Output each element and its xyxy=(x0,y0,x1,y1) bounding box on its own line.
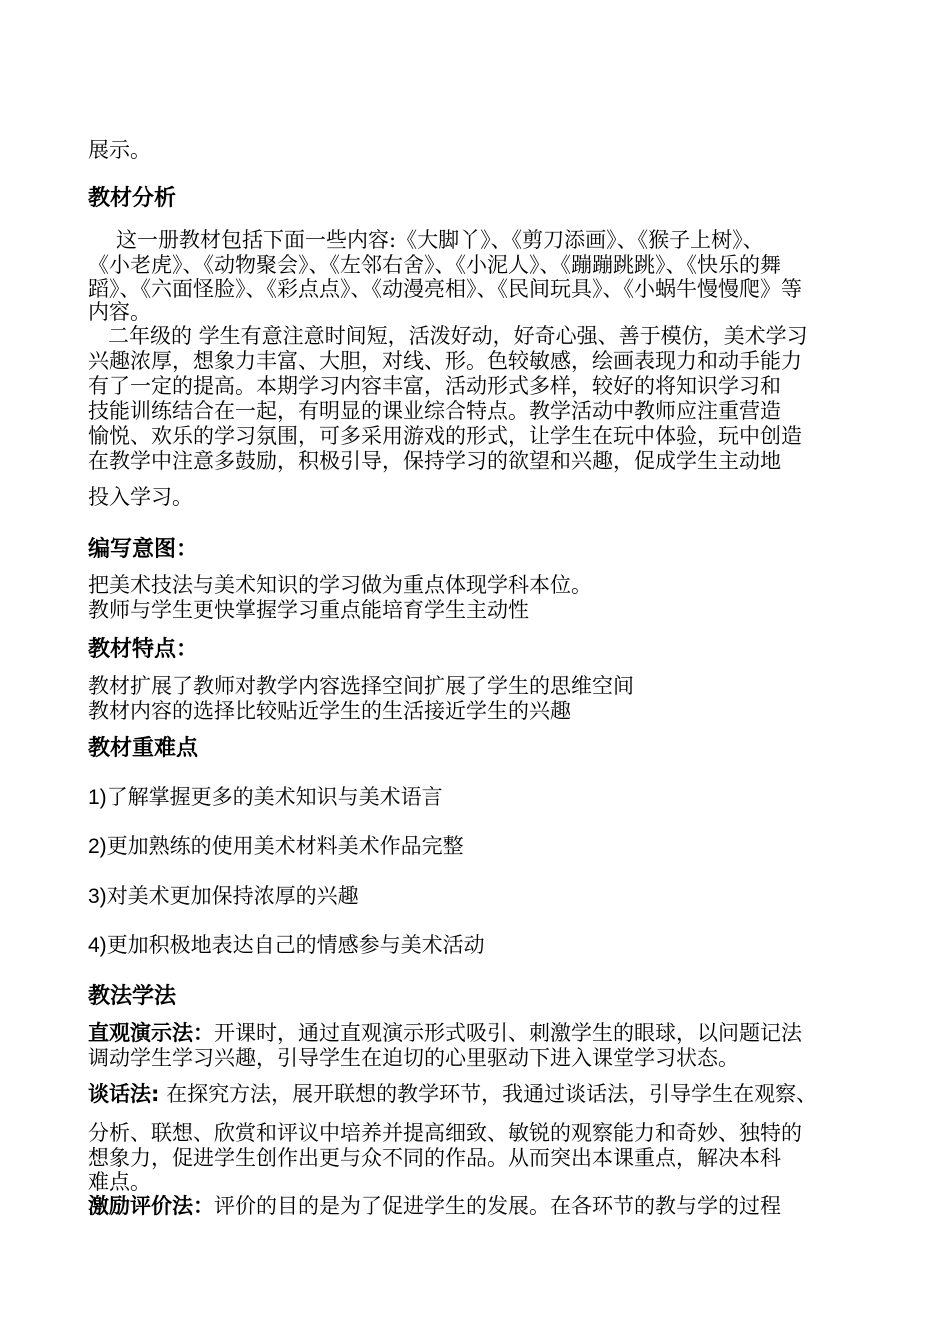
section-title-material-features: 教材特点： xyxy=(88,637,199,662)
method-text: 评价的目的是为了促进学生的发展。在各环节的教与学的过程 xyxy=(214,1194,781,1218)
paragraph-line: 内容。 xyxy=(88,300,151,324)
list-item xyxy=(88,834,464,859)
list-item-number: 2) xyxy=(88,835,107,858)
paragraph-line: 教师与学生更快掌握学习重点能培育学生主动性 xyxy=(88,598,529,622)
method-line xyxy=(88,1021,802,1045)
intro-tail: 展示。 xyxy=(88,138,151,162)
list-item-number: 1) xyxy=(88,786,107,809)
list-item xyxy=(88,933,485,958)
paragraph-line: 愉悦、欢乐的学习氛围，可多采用游戏的形式，让学生在玩中体验，玩中创造 xyxy=(88,424,802,448)
paragraph-line: 这一册教材包括下面一些内容:《大脚丫》、《剪刀添画》、《猴子上树》、 xyxy=(116,228,764,252)
paragraph-line: 难点。 xyxy=(88,1170,151,1194)
paragraph-line: 分析、联想、欣赏和评议中培养并提高细致、敏锐的观察能力和奇妙、独特的 xyxy=(88,1121,802,1145)
method-label: 谈话法: xyxy=(88,1082,160,1106)
paragraph-line: 把美术技法与美术知识的学习做为重点体现学科本位。 xyxy=(88,573,592,597)
section-title-key-points: 教材重难点 xyxy=(88,736,199,761)
section-title-writing-intent: 编写意图： xyxy=(88,537,199,562)
paragraph-line: 在教学中注意多鼓励，积极引导，保持学习的欲望和兴趣，促成学生主动地 xyxy=(88,449,781,473)
paragraph-line: 有了一定的提高。本期学习内容丰富，活动形式多样，较好的将知识学习和 xyxy=(88,374,781,398)
method-label: 激励评价法： xyxy=(88,1194,214,1218)
method-text: 开课时，通过直观演示形式吸引、刺激学生的眼球，以问题记法 xyxy=(214,1021,802,1045)
list-item xyxy=(88,884,359,909)
list-item-text: 对美术更加保持浓厚的兴趣 xyxy=(106,884,359,908)
paragraph-line: 蹈》、《六面怪脸》、《彩点点》、《动漫亮相》、《民间玩具》、《小蜗牛慢慢爬》等 xyxy=(88,277,802,301)
list-item-text: 更加积极地表达自己的情感参与美术活动 xyxy=(106,933,485,957)
section-title-teaching-methods: 教法学法 xyxy=(88,984,177,1009)
section-title-material-analysis: 教材分析 xyxy=(88,186,177,211)
method-label: 直观演示法： xyxy=(88,1021,214,1045)
list-item-text: 更加熟练的使用美术材料美术作品完整 xyxy=(106,834,464,858)
paragraph-line: 投入学习。 xyxy=(88,485,193,509)
list-item xyxy=(88,785,443,810)
paragraph-line: 《小老虎》、《动物聚会》、《左邻右舍》、《小泥人》、《蹦蹦跳跳》、《快乐的舞 xyxy=(88,253,781,277)
paragraph-line: 调动学生学习兴趣，引导学生在迫切的心里驱动下进入课堂学习状态。 xyxy=(88,1046,739,1070)
paragraph-line: 教材内容的选择比较贴近学生的生活接近学生的兴趣 xyxy=(88,699,571,723)
paragraph-line: 兴趣浓厚，想象力丰富、大胆，对线、形。色较敏感，绘画表现力和动手能力 xyxy=(88,349,802,373)
list-item-number: 4) xyxy=(88,934,107,957)
list-item-text: 了解掌握更多的美术知识与美术语言 xyxy=(106,785,443,809)
paragraph-line: 教材扩展了教师对教学内容选择空间扩展了学生的思维空间 xyxy=(88,674,634,698)
method-text: 在探究方法，展开联想的教学环节，我通过谈话法，引导学生在观察、 xyxy=(159,1082,818,1106)
method-line xyxy=(88,1194,781,1218)
paragraph-line: 二年级的 学生有意注意时间短，活泼好动，好奇心强、善于模仿，美术学习 xyxy=(108,324,808,348)
method-line xyxy=(88,1082,817,1106)
list-item-number: 3) xyxy=(88,885,107,908)
paragraph-line: 技能训练结合在一起，有明显的课业综合特点。教学活动中教师应注重营造 xyxy=(88,399,781,423)
paragraph-line: 想象力，促进学生创作出更与众不同的作品。从而突出本课重点，解决本科 xyxy=(88,1146,781,1170)
